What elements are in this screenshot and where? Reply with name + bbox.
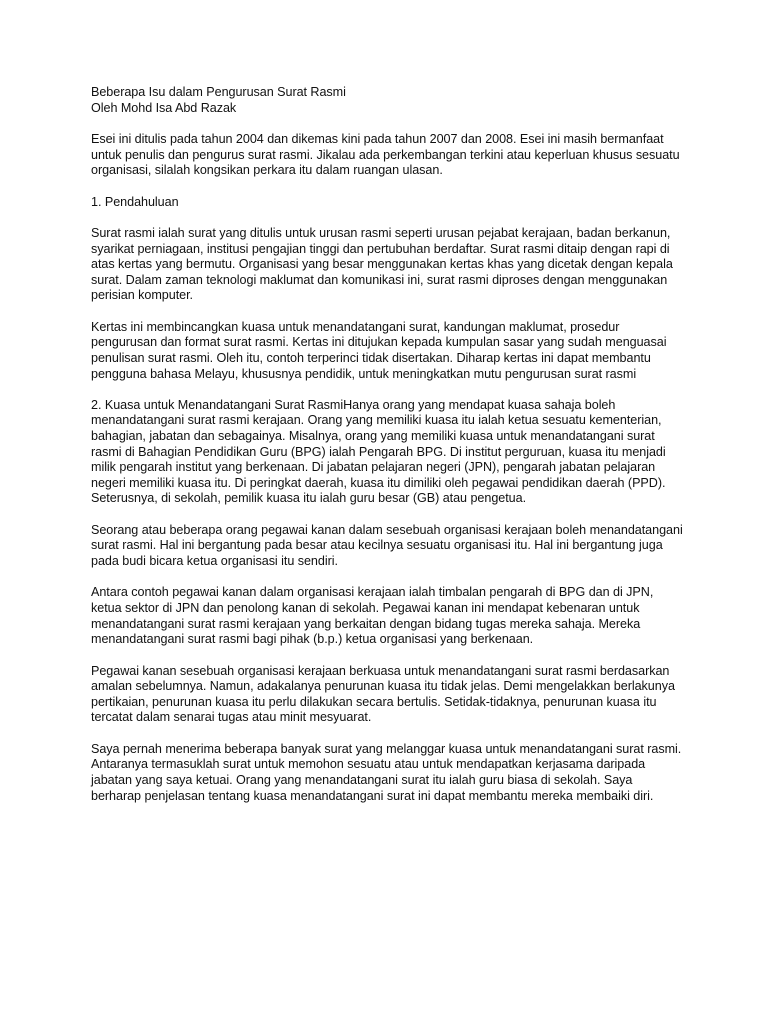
document-author: Oleh Mohd Isa Abd Razak: [91, 100, 237, 115]
title-block: [91, 85, 685, 116]
paragraph-pengalaman-penulis: Saya pernah menerima beberapa banyak surat yang melanggar kuasa untuk menandatangani surat rasmi. Antaranya termasuklah surat untuk memohon sesuatu atau untuk mendapatkan kerjasama daripada jabatan yang saya ketuai. Orang yang menandatangani surat itu ialah guru biasa di sekolah. Saya berharap penjelasan tentang kuasa menandatangani surat ini dapat membantu mereka membaiki diri.: [91, 741, 682, 803]
paragraph-kuasa-menandatangani: 2. Kuasa untuk Menandatangani Surat RasmiHanya orang yang mendapat kuasa sahaja boleh menandatangani surat rasmi kerajaan. Orang yang memiliki kuasa itu ialah ketua sesuatu kementerian, bahagian, jabatan dan sebagainya. Misalnya, orang yang memiliki kuasa untuk menandatangani surat rasmi di Bahagian Pendidikan Guru (BPG) ialah Pengarah BPG. Di institut perguruan, kuasa itu menjadi milik pengarah institut yang berkenaan. Di jabatan pelajaran negeri (JPN), pengarah jabatan pelajaran negeri memiliki kuasa itu. Di peringkat daerah, kuasa itu dimiliki oleh pegawai pendidikan daerah (PPD). Seterusnya, di sekolah, pemilik kuasa itu ialah guru besar (GB) atau pengetua.: [91, 397, 666, 506]
document-page: [91, 85, 685, 820]
paragraph-contoh-pegawai: Antara contoh pegawai kanan dalam organisasi kerajaan ialah timbalan pengarah di BPG dan di JPN, ketua sektor di JPN dan penolong kanan di sekolah. Pegawai kanan ini mendapat kebenaran untuk menandatangani surat rasmi kerajaan yang berkaitan dengan bidang tugas mereka sahaja. Mereka menandatangani surat rasmi bagi pihak (b.p.) ketua organisasi yang berkenaan.: [91, 585, 654, 647]
section-heading-pendahuluan: 1. Pendahuluan: [91, 194, 179, 209]
paragraph-pegawai-kanan: Seorang atau beberapa orang pegawai kanan dalam sesebuah organisasi kerajaan boleh menandatangani surat rasmi. Hal ini bergantung pada besar atau kecilnya sesuatu organisasi itu. Hal ini bergantung juga pada budi bicara ketua organisasi itu sendiri.: [91, 522, 683, 569]
document-title: Beberapa Isu dalam Pengurusan Surat Rasmi: [91, 85, 346, 99]
paragraph-intro-note: Esei ini ditulis pada tahun 2004 dan dikemas kini pada tahun 2007 dan 2008. Esei ini masih bermanfaat untuk penulis dan pengurus surat rasmi. Jikalau ada perkembangan terkini atau keperluan khusus sesuatu organisasi, silalah kongsikan perkara itu dalam ruangan ulasan.: [91, 131, 680, 178]
paragraph-amalan-sebelumnya: Pegawai kanan sesebuah organisasi kerajaan berkuasa untuk menandatangani surat rasmi berdasarkan amalan sebelumnya. Namun, adakalanya penurunan kuasa itu tidak jelas. Demi mengelakkan berlakunya pertikaian, penurunan kuasa itu perlu dilakukan secara bertulis. Setidak-tidaknya, penurunan kuasa itu tercatat dalam senarai tugas atau minit mesyuarat.: [91, 663, 675, 725]
paragraph-kertas-ini: Kertas ini membincangkan kuasa untuk menandatangani surat, kandungan maklumat, prosedur pengurusan dan format surat rasmi. Kertas ini ditujukan kepada kumpulan sasar yang sudah menguasai penulisan surat rasmi. Oleh itu, contoh terperinci tidak disertakan. Diharap kertas ini dapat membantu pengguna bahasa Melayu, khususnya pendidik, untuk meningkatkan mutu pengurusan surat rasmi: [91, 319, 667, 381]
paragraph-surat-rasmi: Surat rasmi ialah surat yang ditulis untuk urusan rasmi seperti urusan pejabat kerajaan, badan berkanun, syarikat perniagaan, institusi pengajian tinggi dan pertubuhan berdaftar. Surat rasmi ditaip dengan rapi di atas kertas yang bermutu. Organisasi yang besar menggunakan kertas khas yang dicetak dengan kepala surat. Dalam zaman teknologi maklumat dan komunikasi ini, surat rasmi diproses dengan menggunakan perisian komputer.: [91, 225, 673, 303]
